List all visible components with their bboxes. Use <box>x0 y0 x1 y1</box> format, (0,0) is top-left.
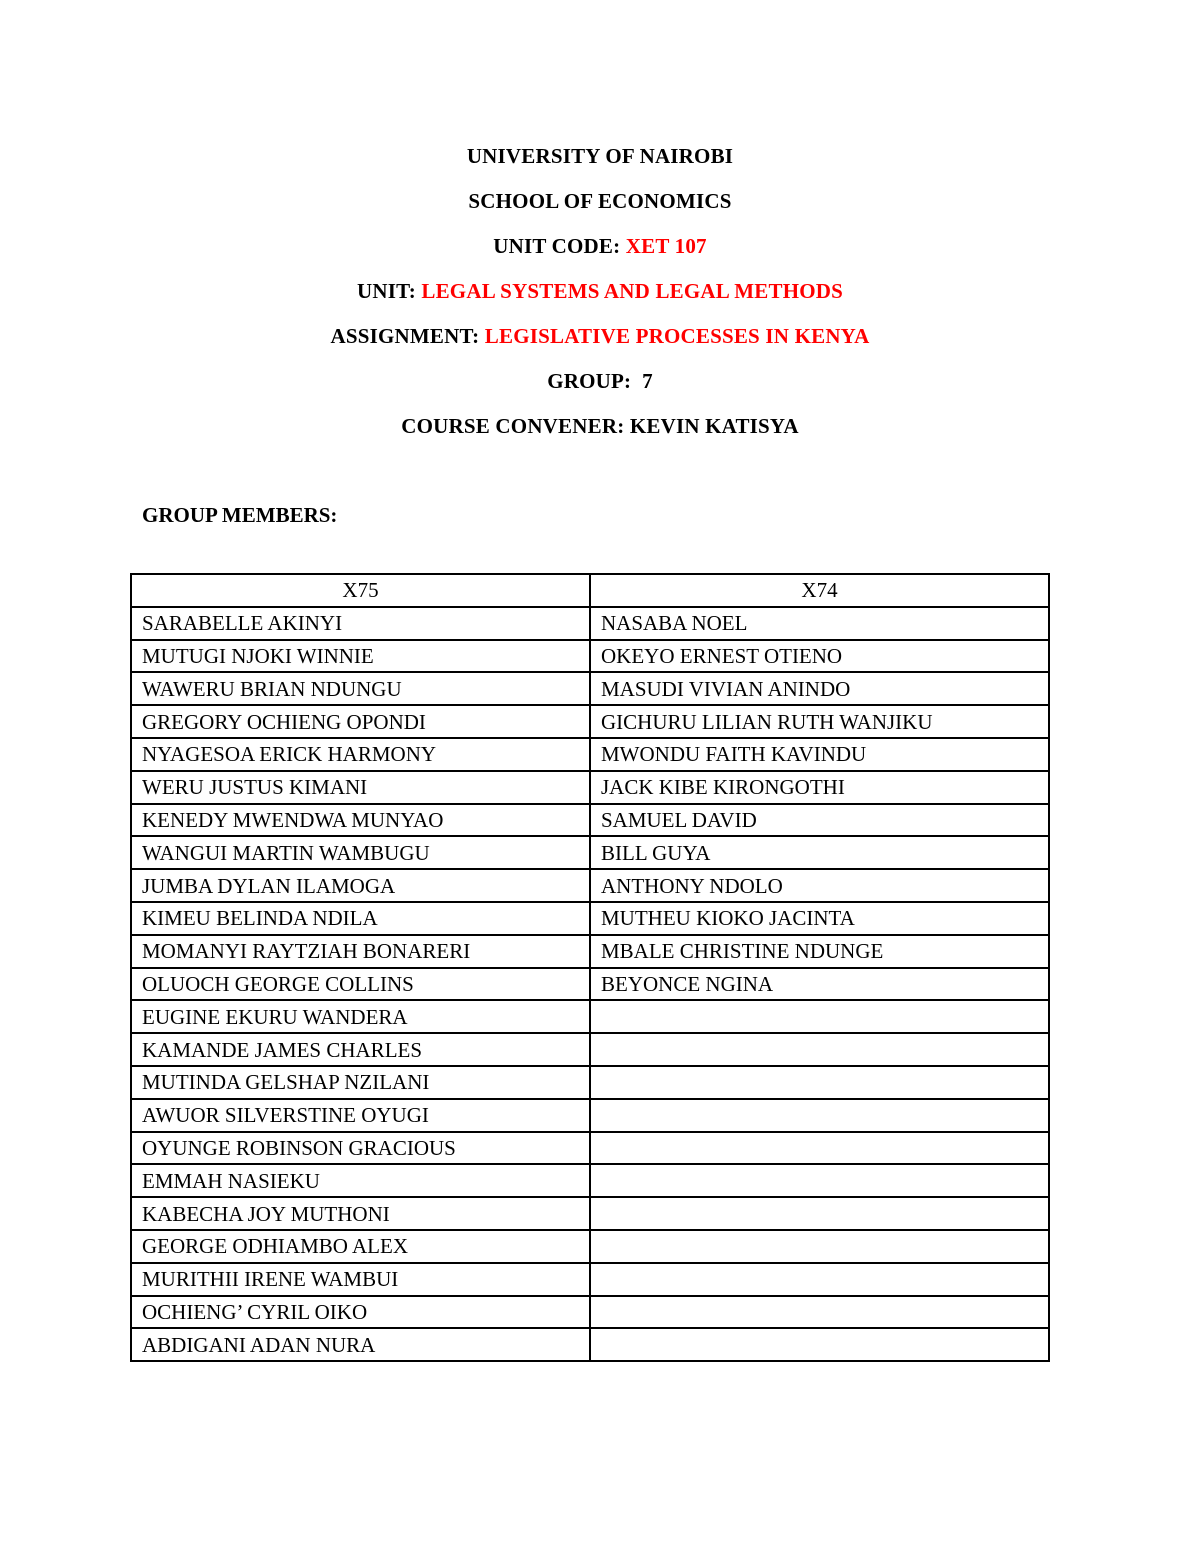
table-row <box>131 1230 1049 1263</box>
unit-line <box>0 273 1200 318</box>
table-row <box>131 869 1049 902</box>
table-cell-x74 <box>590 1263 1049 1296</box>
table-row <box>131 1164 1049 1197</box>
table-cell-x75: AWUOR SILVERSTINE OYUGI <box>131 1099 590 1132</box>
table-cell-x74 <box>590 1197 1049 1230</box>
table-row <box>131 672 1049 705</box>
table-row <box>131 902 1049 935</box>
table-row <box>131 607 1049 640</box>
table-cell-x74: MBALE CHRISTINE NDUNGE <box>590 935 1049 968</box>
table-cell-x75: MOMANYI RAYTZIAH BONARERI <box>131 935 590 968</box>
table-row <box>131 1197 1049 1230</box>
table-cell-x74: NASABA NOEL <box>590 607 1049 640</box>
table-cell-x75: OLUOCH GEORGE COLLINS <box>131 968 590 1001</box>
table-row <box>131 836 1049 869</box>
table-row <box>131 1000 1049 1033</box>
table-cell-x75: GREGORY OCHIENG OPONDI <box>131 705 590 738</box>
table-cell-x74: MASUDI VIVIAN ANINDO <box>590 672 1049 705</box>
table-row <box>131 935 1049 968</box>
unit-code-value: XET 107 <box>625 234 707 258</box>
table-cell-x75: GEORGE ODHIAMBO ALEX <box>131 1230 590 1263</box>
table-cell-x75: SARABELLE AKINYI <box>131 607 590 640</box>
table-cell-x74: JACK KIBE KIRONGOTHI <box>590 771 1049 804</box>
table-cell-x74: OKEYO ERNEST OTIENO <box>590 640 1049 673</box>
table-cell-x75: KENEDY MWENDWA MUNYAO <box>131 804 590 837</box>
table-cell-x75: KAMANDE JAMES CHARLES <box>131 1033 590 1066</box>
column-header-x74: X74 <box>590 574 1049 607</box>
table-cell-x75: WANGUI MARTIN WAMBUGU <box>131 836 590 869</box>
title-block <box>0 138 1200 453</box>
table-row <box>131 1099 1049 1132</box>
table-cell-x75: KIMEU BELINDA NDILA <box>131 902 590 935</box>
table-row <box>131 771 1049 804</box>
table-cell-x74 <box>590 1033 1049 1066</box>
table-cell-x74: MUTHEU KIOKO JACINTA <box>590 902 1049 935</box>
table-row <box>131 968 1049 1001</box>
table-cell-x74 <box>590 1328 1049 1361</box>
table-row <box>131 1328 1049 1361</box>
unit-value: LEGAL SYSTEMS AND LEGAL METHODS <box>421 279 844 303</box>
table-cell-x74: GICHURU LILIAN RUTH WANJIKU <box>590 705 1049 738</box>
table-row <box>131 1066 1049 1099</box>
table-row <box>131 1296 1049 1329</box>
school-name: SCHOOL OF ECONOMICS <box>468 189 732 213</box>
table-cell-x74 <box>590 1230 1049 1263</box>
table-cell-x75: ABDIGANI ADAN NURA <box>131 1328 590 1361</box>
table-cell-x74: BEYONCE NGINA <box>590 968 1049 1001</box>
group-members-heading: GROUP MEMBERS: <box>142 503 338 527</box>
table-cell-x74 <box>590 1164 1049 1197</box>
table-cell-x74 <box>590 1000 1049 1033</box>
table-cell-x74 <box>590 1132 1049 1165</box>
unit-code-line <box>0 228 1200 273</box>
course-convener-line: COURSE CONVENER: KEVIN KATISYA <box>401 414 799 438</box>
unit-label: UNIT: <box>356 279 422 303</box>
table-cell-x75: KABECHA JOY MUTHONI <box>131 1197 590 1230</box>
table-cell-x75: OCHIENG’ CYRIL OIKO <box>131 1296 590 1329</box>
assignment-value: LEGISLATIVE PROCESSES IN KENYA <box>484 324 870 348</box>
table-cell-x75: MUTINDA GELSHAP NZILANI <box>131 1066 590 1099</box>
table-cell-x75: EMMAH NASIEKU <box>131 1164 590 1197</box>
table-cell-x75: OYUNGE ROBINSON GRACIOUS <box>131 1132 590 1165</box>
unit-code-label: UNIT CODE: <box>493 234 626 258</box>
column-header-x75: X75 <box>131 574 590 607</box>
table-row <box>131 640 1049 673</box>
table-row <box>131 738 1049 771</box>
assignment-label: ASSIGNMENT: <box>330 324 485 348</box>
group-line: GROUP: 7 <box>547 369 653 393</box>
assignment-line <box>0 318 1200 363</box>
university-name: UNIVERSITY OF NAIROBI <box>466 144 734 168</box>
table-cell-x75: WAWERU BRIAN NDUNGU <box>131 672 590 705</box>
table-cell-x75: EUGINE EKURU WANDERA <box>131 1000 590 1033</box>
table-row <box>131 1263 1049 1296</box>
table-cell-x74: BILL GUYA <box>590 836 1049 869</box>
table-row <box>131 705 1049 738</box>
table-cell-x75: WERU JUSTUS KIMANI <box>131 771 590 804</box>
table-cell-x74 <box>590 1066 1049 1099</box>
table-cell-x75: JUMBA DYLAN ILAMOGA <box>131 869 590 902</box>
table-cell-x75: NYAGESOA ERICK HARMONY <box>131 738 590 771</box>
table-cell-x75: MURITHII IRENE WAMBUI <box>131 1263 590 1296</box>
table-cell-x74: MWONDU FAITH KAVINDU <box>590 738 1049 771</box>
group-members-table <box>130 573 1050 1362</box>
table-row <box>131 1132 1049 1165</box>
table-cell-x74 <box>590 1099 1049 1132</box>
table-cell-x74: ANTHONY NDOLO <box>590 869 1049 902</box>
table-cell-x74 <box>590 1296 1049 1329</box>
table-header-row <box>131 574 1049 607</box>
table-cell-x74: SAMUEL DAVID <box>590 804 1049 837</box>
table-cell-x75: MUTUGI NJOKI WINNIE <box>131 640 590 673</box>
table-row <box>131 1033 1049 1066</box>
table-row <box>131 804 1049 837</box>
